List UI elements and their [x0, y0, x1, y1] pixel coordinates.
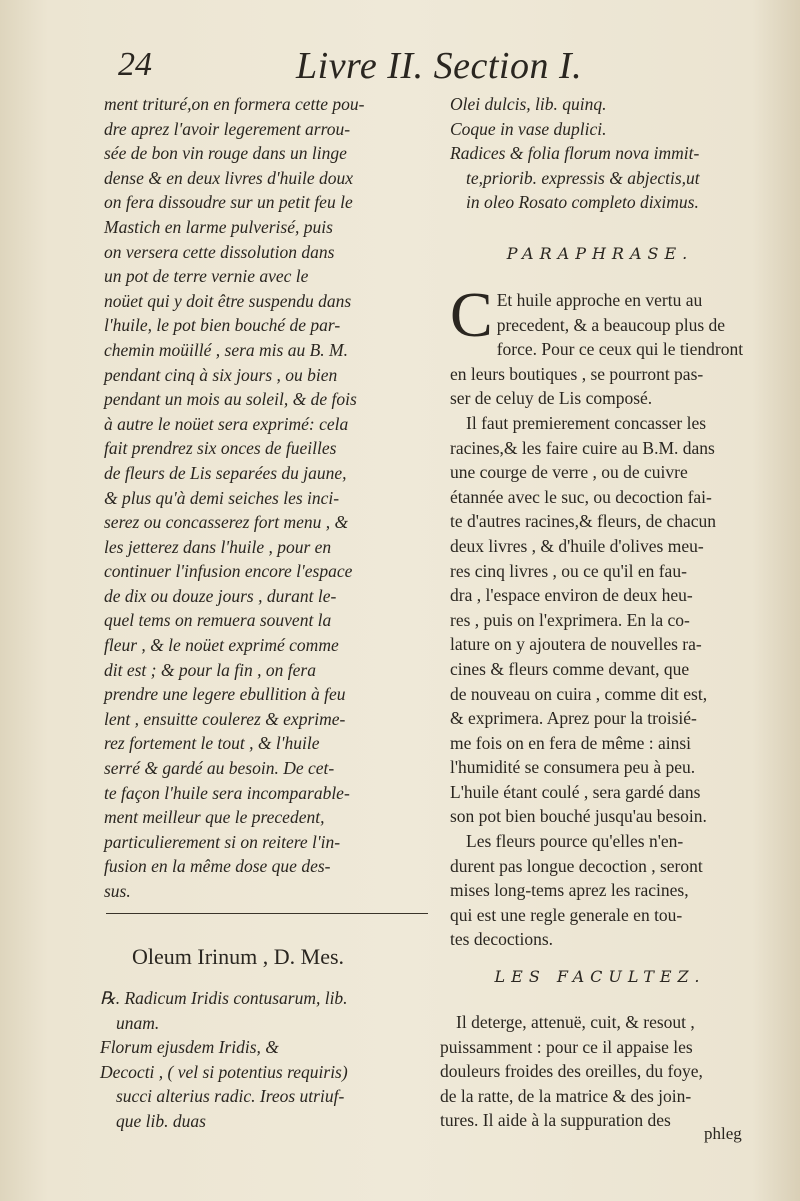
text-line: dense & en deux livres d'huile doux [104, 167, 353, 188]
text-line: L'huile étant coulé , sera gardé dans [450, 781, 701, 802]
text-line: force. Pour ce ceux qui le tiendront [496, 339, 744, 360]
text-line: tes decoctions. [450, 929, 554, 950]
text-line: un pot de terre vernie avec le [104, 266, 309, 287]
text-line: que lib. duas [116, 1110, 206, 1131]
text-line: en leurs boutiques , se pourront pas- [450, 363, 704, 384]
text-line: Les fleurs pource qu'elles n'en- [466, 831, 684, 852]
text-line: res cinq livres , ou ce qu'il en fau- [450, 560, 687, 581]
text-line: puissamment : pour ce il appaise les [440, 1036, 693, 1057]
text-line: dre aprez l'avoir legerement arrou- [104, 118, 351, 139]
running-title: Livre II. Section I. [296, 45, 583, 87]
page-header [0, 46, 800, 86]
text-line: rez fortement le tout , & l'huile [104, 733, 320, 754]
text-line: de fleurs de Lis separées du jaune, [104, 462, 347, 483]
facultez-text [440, 1010, 756, 1133]
text-line: Florum ejusdem Iridis, & [100, 1037, 279, 1058]
text-line: Coque in vase duplici. [450, 118, 607, 139]
left-column-text [104, 92, 440, 904]
text-line: mises long-tems aprez les racines, [450, 880, 689, 901]
text-line: qui est une regle generale en tou- [450, 904, 683, 925]
text-line: & exprimera. Aprez pour la troisié- [450, 708, 697, 729]
text-line: de dix ou douze jours , durant le- [104, 585, 337, 606]
facultez-heading-block [450, 967, 750, 986]
text-line: racines,& les faire cuire au B.M. dans [450, 437, 715, 458]
text-line: serré & gardé au besoin. De cet- [104, 758, 335, 779]
text-line: te façon l'huile sera incomparable- [104, 782, 350, 803]
text-line: Mastich en larme pulverisé, puis [104, 216, 333, 237]
text-line: pendant un mois au soleil, & de fois [104, 389, 357, 410]
text-line: succi alterius radic. Ireos utriuf- [116, 1086, 345, 1107]
page-number: 24 [118, 46, 152, 83]
text-line: fusion en la même dose que des- [104, 856, 331, 877]
text-line: te d'autres racines,& fleurs, de chacun [450, 511, 717, 532]
text-line: de nouveau on cuira , comme dit est, [450, 683, 708, 704]
text-line: Decocti , ( vel si potentius requiris) [100, 1061, 348, 1082]
text-line: sus. [104, 881, 131, 901]
facultez-heading: LES FACULTEZ. [494, 967, 706, 986]
paraphrase-text [450, 279, 756, 952]
text-line: Il deterge, attenuë, cuit, & resout , [456, 1012, 695, 1032]
text-line: à autre le noüet sera exprimé: cela [104, 413, 349, 434]
text-line: son pot bien bouché jusqu'au besoin. [450, 806, 707, 827]
text-line: precedent, & a beaucoup plus de [496, 314, 726, 335]
text-line: unam. [116, 1012, 160, 1033]
text-line: sée de bon vin rouge dans un linge [104, 143, 347, 164]
text-line: res , puis on l'exprimera. En la co- [450, 609, 690, 630]
text-line: lent , ensuitte coulerez & exprime- [104, 708, 346, 729]
text-line: durent pas longue decoction , seront [450, 855, 703, 876]
recipe-text [100, 986, 430, 1134]
text-line: Et huile approche en vertu au [496, 290, 703, 310]
text-line: in oleo Rosato completo diximus. [466, 192, 699, 213]
text-line: me fois on en fera de même : ainsi [450, 732, 692, 753]
text-line: ser de celuy de Lis composé. [450, 388, 653, 409]
drop-cap: C [450, 279, 493, 350]
text-line: étannée avec le suc, ou decoction fai- [450, 486, 712, 507]
text-line: te,priorib. expressis & abjectis,ut [466, 167, 700, 188]
latin-recipe-continuation [450, 92, 756, 215]
text-line: cines & fleurs comme devant, que [450, 658, 690, 679]
text-line: de la ratte, de la matrice & des join- [440, 1085, 692, 1106]
text-line: Olei dulcis, lib. quinq. [450, 94, 607, 114]
text-line: dra , l'espace environ de deux heu- [450, 585, 693, 606]
text-line: ment trituré,on en formera cette pou- [104, 94, 365, 114]
text-line: l'huile, le pot bien bouché de par- [104, 315, 341, 336]
paraphrase-heading: PARAPHRASE. [506, 244, 694, 263]
paraphrase-heading-block [450, 244, 750, 263]
text-line: tures. Il aide à la suppuration des [440, 1110, 671, 1131]
text-line: douleurs froides des oreilles, du foye, [440, 1061, 703, 1082]
text-line: noüet qui y doit être suspendu dans [104, 290, 352, 311]
recipe-title: Oleum Irinum , D. Mes. [132, 944, 345, 969]
text-line: une courge de verre , ou de cuivre [450, 462, 688, 483]
text-line: fleur , & le noüet exprimé comme [104, 635, 339, 656]
text-line: lature on y ajoutera de nouvelles ra- [450, 634, 702, 655]
text-line: l'humidité se consumera peu à peu. [450, 757, 696, 778]
text-line: serez ou concasserez fort menu , & [104, 512, 349, 533]
text-line: dit est ; & pour la fin , on fera [104, 659, 316, 680]
text-line: chemin moüillé , sera mis au B. M. [104, 339, 348, 360]
text-line: Il faut premierement concasser les [466, 412, 707, 433]
text-line: fait prendrez six onces de fueilles [104, 438, 337, 459]
text-line: continuer l'infusion encore l'espace [104, 561, 353, 582]
section-divider [106, 913, 428, 914]
catchword: phleg [704, 1124, 742, 1143]
text-line: on fera dissoudre sur un petit feu le [104, 192, 353, 213]
text-line: pendant cinq à six jours , ou bien [104, 364, 338, 385]
text-line: ℞. Radicum Iridis contusarum, lib. [100, 988, 348, 1008]
text-line: Radices & folia florum nova immit- [450, 143, 700, 164]
text-line: & plus qu'à demi seiches les inci- [104, 487, 340, 508]
text-line: quel tems on remuera souvent la [104, 610, 332, 631]
text-line: ment meilleur que le precedent, [104, 807, 325, 828]
text-line: on versera cette dissolution dans [104, 241, 335, 262]
text-line: prendre une legere ebullition à feu [104, 684, 346, 705]
text-line: les jetterez dans l'huile , pour en [104, 536, 332, 557]
text-line: particulierement si on reitere l'in- [104, 831, 341, 852]
text-line: deux livres , & d'huile d'olives meu- [450, 535, 704, 556]
